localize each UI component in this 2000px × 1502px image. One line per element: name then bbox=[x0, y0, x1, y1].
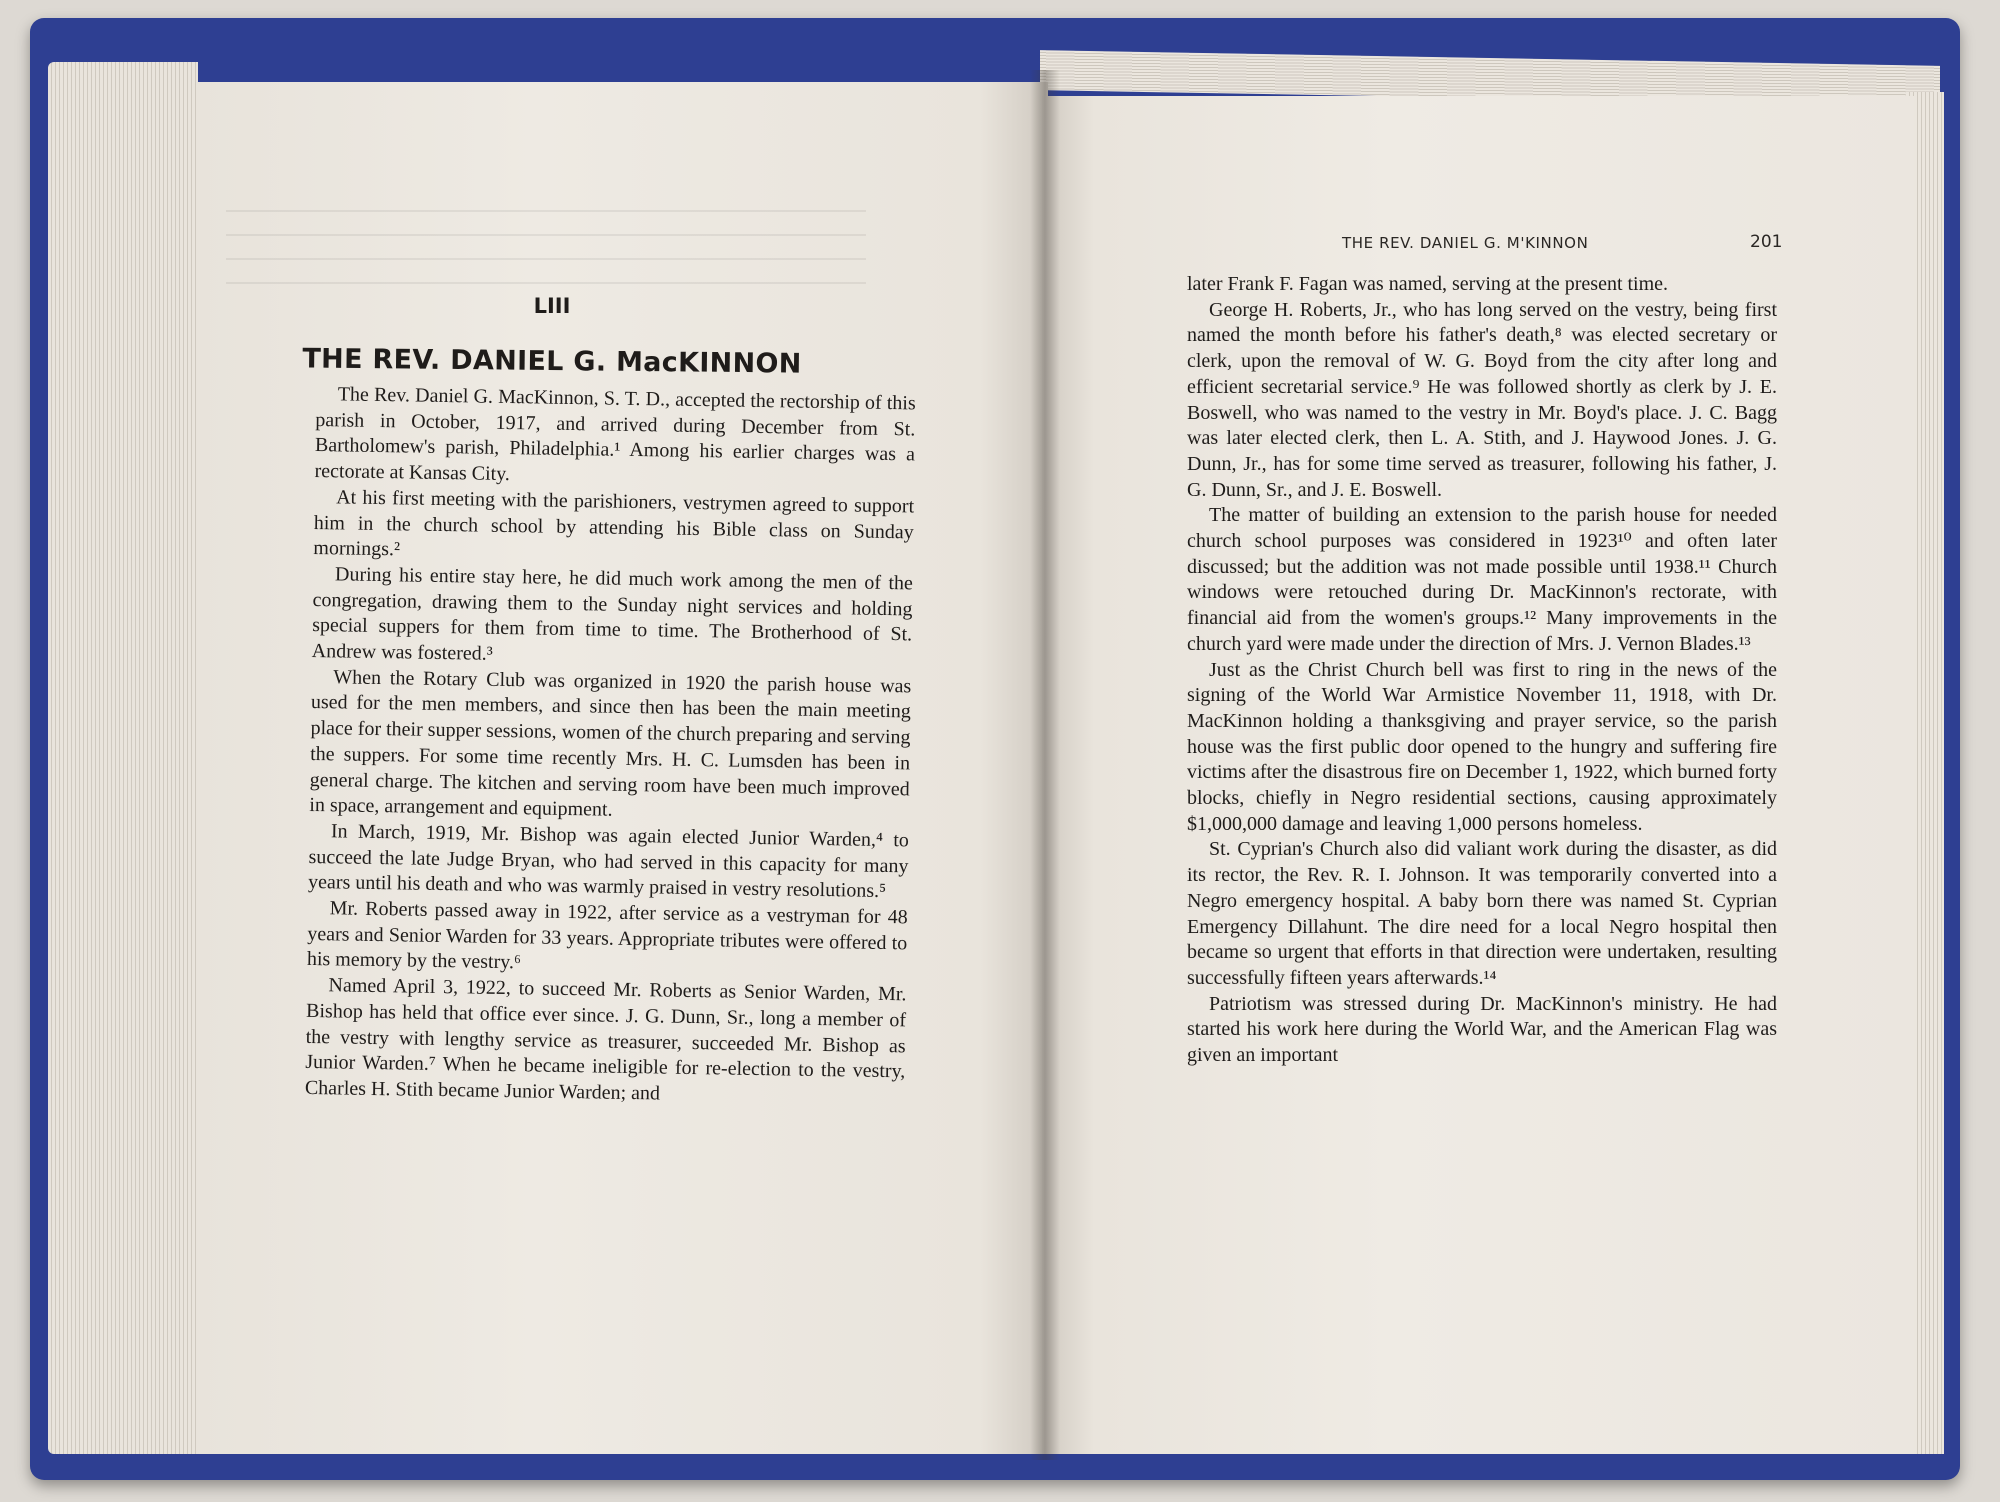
paragraph: Patriotism was stressed during Dr. MacKinnon's ministry. He had started his work here during the World War, and the American Flag was given an important bbox=[1187, 992, 1777, 1067]
page-number: 201 bbox=[1750, 232, 1783, 252]
running-head: THE REV. DANIEL G. M'KINNON bbox=[1342, 234, 1589, 252]
paragraph: George H. Roberts, Jr., who has long served on the vestry, being first named the month before his father's death,⁸ was elected secretary or clerk, upon the removal of W. G. Boyd from the city after long and efficient secretarial service.⁹ He was followed shortly as clerk by J. E. Boswell, who was named to the vestry in Mr. Boyd's place. J. C. Bagg was later elected clerk, then L. A. Stith, and J. Haywood Jones. J. G. Dunn, Jr., has for some time served as treasurer, following his father, J. G. Dunn, Sr., and J. E. Boswell. bbox=[1187, 298, 1777, 501]
left-page bbox=[196, 82, 1048, 1454]
paragraph: Named April 3, 1922, to succeed Mr. Roberts as Senior Warden, Mr. Bishop has held that office ever since. J. G. Dunn, Sr., long a member of the vestry with lengthy service as treasurer, succeeded Mr. Bishop as Junior Warden.⁷ When he became ineligible for re-election to the vestry, Charles H. Stith became Junior Warden; and bbox=[304, 974, 907, 1105]
paragraph: St. Cyprian's Church also did valiant work during the disaster, as did its rector, the Rev. R. I. Johnson. It was temporarily converted into a Negro emergency hospital. A baby born there was named St. Cyprian Emergency Dillahunt. The dire need for a local Negro hospital then became so urgent that efforts in that direction were undertaken, resulting successfully fifteen years afterwards.¹⁴ bbox=[1187, 838, 1777, 989]
paragraph: The Rev. Daniel G. MacKinnon, S. T. D., accepted the rectorship of this parish in October, 1917, and arrived during December from St. Bartholomew's parish, Philadelphia.¹ Among his earlier charges was a rectorate at Kansas City. bbox=[314, 383, 916, 486]
right-page bbox=[1042, 96, 1914, 1454]
chapter-title: THE REV. DANIEL G. MacKINNON bbox=[302, 343, 802, 380]
paragraph: Just as the Christ Church bell was first to ring in the news of the signing of the World War Armistice November 11, 1918, with Dr. MacKinnon holding a thanksgiving and prayer service, so the parish house was the first public door opened to the hungry and suffering fire victims after the disastrous fire on December 1, 1922, which burned forty blocks, chiefly in Negro residential sections, causing approximately $1,000,000 damage and leaving 1,000 persons homeless. bbox=[1187, 658, 1777, 835]
paragraph: The matter of building an extension to the parish house for needed church school purposes was considered in 1923¹⁰ and often later discussed; but the addition was not made possible until 1938.¹¹ Church windows were retouched during Dr. MacKinnon's rectorate, with financial aid from the women's groups.¹² Many improvements in the church yard were made under the direction of Mrs. J. Vernon Blades.¹³ bbox=[1187, 504, 1777, 655]
paragraph: When the Rotary Club was organized in 1920 the parish house was used for the men members, and since then has been the main meeting place for their supper sessions, women of the church preparing and serving the suppers. For some time recently Mrs. H. C. Lumsden has been in general charge. The kitchen and serving room have been much improved in space, arrangement and equipment. bbox=[309, 666, 912, 821]
left-page-body bbox=[305, 382, 916, 1111]
paragraph: Mr. Roberts passed away in 1922, after service as a vestryman for 48 years and Senior Warden for 33 years. Appropriate tributes were offered to his memory by the vestry.⁶ bbox=[306, 897, 908, 974]
right-page-body bbox=[1187, 272, 1777, 1069]
paragraph: In March, 1919, Mr. Bishop was again elected Junior Warden,⁴ to succeed the late Judge Bryan, who had served in this capacity for many years until his death and who was warmly praised in vestry resolutions.⁵ bbox=[307, 820, 910, 903]
book-gutter bbox=[1030, 70, 1060, 1460]
paragraph: later Frank F. Fagan was named, serving at the present time. bbox=[1187, 273, 1669, 295]
page-edges-left bbox=[48, 62, 198, 1454]
paragraph: During his entire stay here, he did much work among the men of the congregation, drawing them to the Sunday night services and holding special suppers for them from time to time. The Brotherhood of St. Andrew was fostered.³ bbox=[311, 563, 914, 665]
chapter-number: LIII bbox=[533, 294, 571, 318]
show-through-text bbox=[226, 210, 866, 300]
paragraph: At his first meeting with the parishioners, vestrymen agreed to support him in the church school by attending his Bible class on Sunday mornings.² bbox=[313, 486, 915, 561]
